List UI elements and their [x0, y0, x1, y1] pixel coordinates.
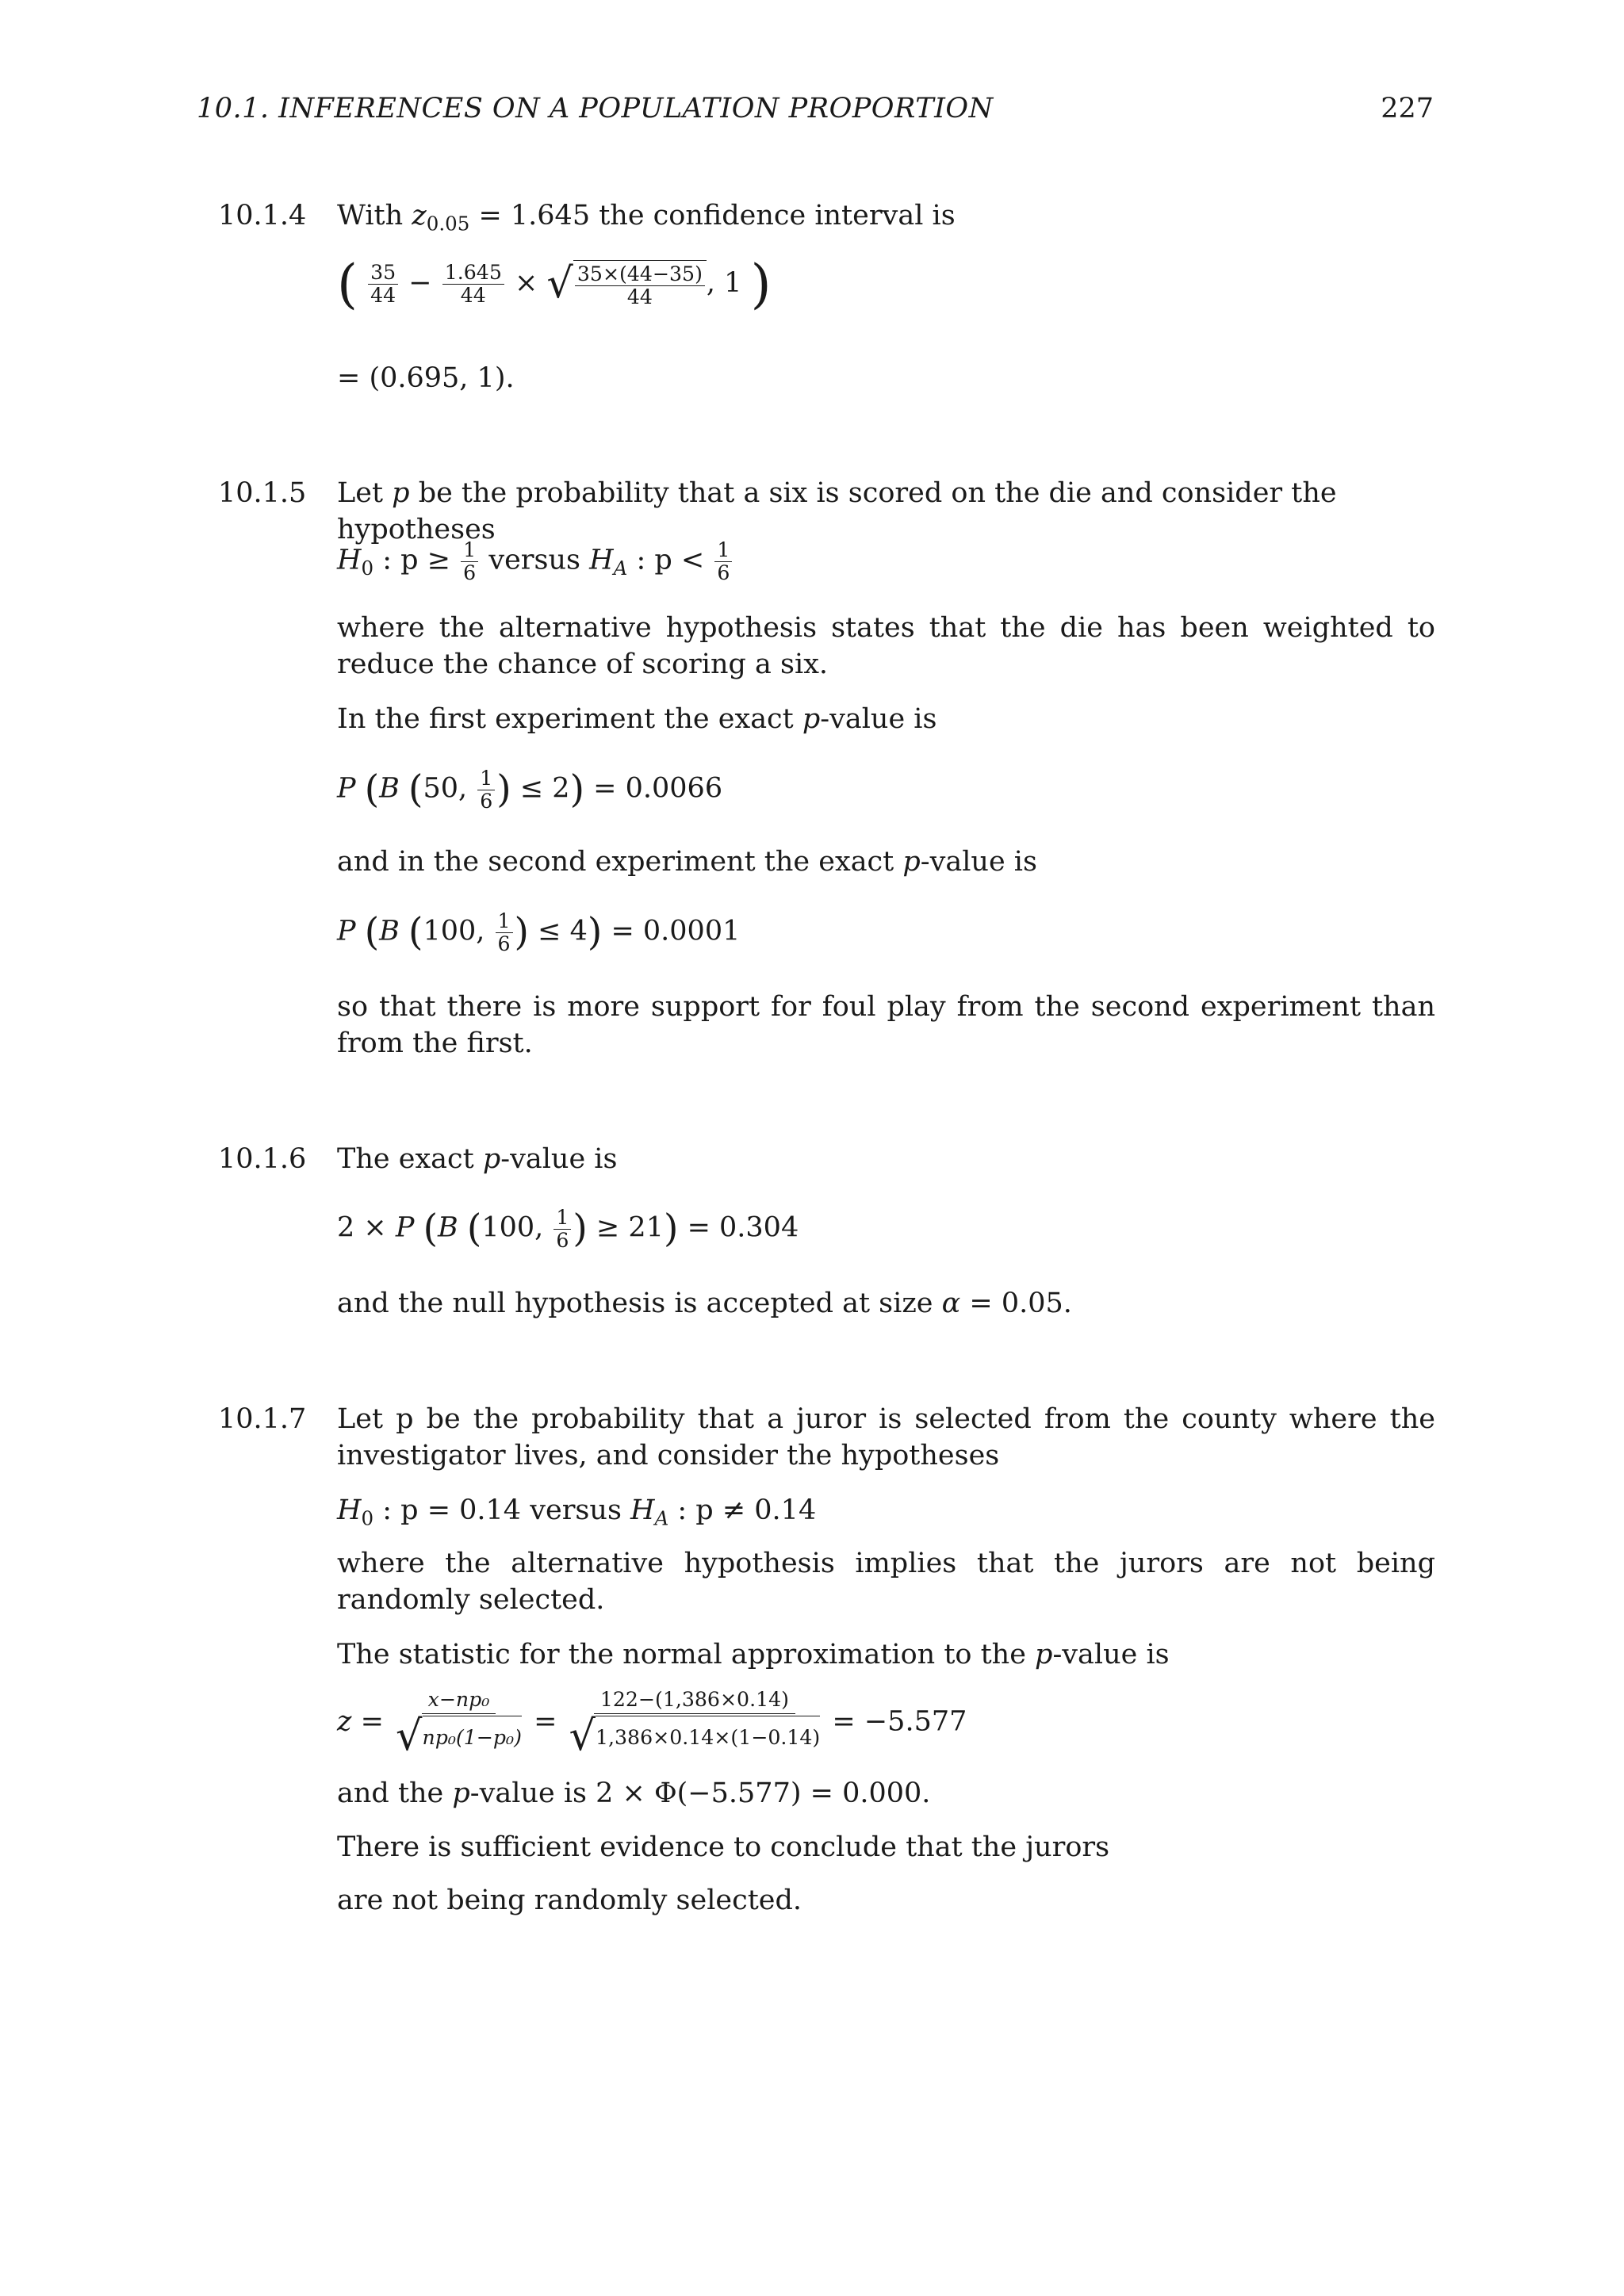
first-experiment-text: In the first experiment the exact p-value is	[337, 703, 937, 735]
problem-10-1-4-intro: With $z_{0.05} = 1.645$ the confidence interval is	[337, 200, 956, 235]
running-header	[197, 91, 1434, 131]
confidence-interval-result: = (0.695, 1).	[337, 362, 515, 394]
conclusion-line-2: are not being randomly selected.	[337, 1885, 802, 1916]
running-title: 10.1. INFERENCES ON A POPULATION PROPORTION	[197, 93, 994, 124]
problem-number-10-1-5: 10.1.5	[218, 477, 307, 509]
fraction-35-44: $\frac{35}{44}$	[368, 262, 398, 306]
first-experiment-equation: P (B (50, $\frac{1}{6}$ ) ≤ 2) = 0.0066	[337, 767, 723, 813]
alternative-description: where the alternative hypothesis states that the die has been weighted to reduce the chance of scoring a six.	[337, 612, 1435, 680]
second-experiment-equation: P (B (100, $\frac{1}{6}$ ) ≤ 4) = 0.0001	[337, 909, 741, 955]
confidence-interval-formula: ( $\frac{35}{44}$ − $\frac{1.645}{44}$ × √ $\frac{35\times(44-35)}{44}$ , 1 )	[337, 253, 772, 315]
alternative-description-10-1-7: where the alternative hypothesis implies that the jurors are not being randomly selected.	[337, 1548, 1435, 1616]
problem-number-10-1-4: 10.1.4	[218, 200, 307, 232]
z-formula-fraction: x−np₀ √ np₀(1−p₀)	[396, 1688, 522, 1760]
statistic-text: The statistic for the normal approximation to the p-value is	[337, 1639, 1170, 1670]
problem-10-1-5-conclusion: so that there is more support for foul play from the second experiment than from the first.	[337, 991, 1435, 1059]
second-experiment-text: and in the second experiment the exact p-value is	[337, 846, 1037, 878]
page-number: 227	[1381, 93, 1434, 124]
problem-10-1-7-intro: Let p be the probability that a juror is selected from the county where the investigator lives, and consider the hypotheses	[337, 1403, 1435, 1471]
z-statistic-equation: z = x−np₀ √ np₀(1−p₀) = 122−(1,386×0.14) √ 1,386×0.14×(1−0.14) = −5.577	[337, 1688, 967, 1760]
hypotheses-10-1-7: $H_0$ : p = 0.14 versus $H_A$ : p ≠ 0.14	[337, 1494, 817, 1530]
problem-10-1-6-conclusion: and the null hypothesis is accepted at size α = 0.05.	[337, 1288, 1072, 1319]
p-value-result: and the p-value is 2 × Φ(−5.577) = 0.000.	[337, 1777, 931, 1809]
z-numeric-fraction: 122−(1,386×0.14) √ 1,386×0.14×(1−0.14)	[569, 1688, 821, 1760]
p-value-equation-10-1-6: 2 × P (B (100, $\frac{1}{6}$ ) ≥ 21) = 0.304	[337, 1206, 799, 1252]
fraction-1645-44: $\frac{1.645}{44}$	[442, 262, 504, 306]
problem-10-1-5-intro: Let p be the probability that a six is scored on the die and consider the hypotheses	[337, 477, 1337, 545]
problem-number-10-1-7: 10.1.7	[218, 1403, 307, 1435]
problem-10-1-6-intro: The exact p-value is	[337, 1143, 618, 1175]
hypotheses-10-1-5: $H_0$ : p ≥ $\frac{1}{6}$ versus $H_A$ : p < $\frac{1}{6}$	[337, 539, 1435, 584]
problem-number-10-1-6: 10.1.6	[218, 1143, 307, 1175]
square-root: √ $\frac{35\times(44-35)}{44}$	[546, 260, 706, 308]
conclusion-line-1: There is sufficient evidence to conclude that the jurors	[337, 1831, 1110, 1863]
